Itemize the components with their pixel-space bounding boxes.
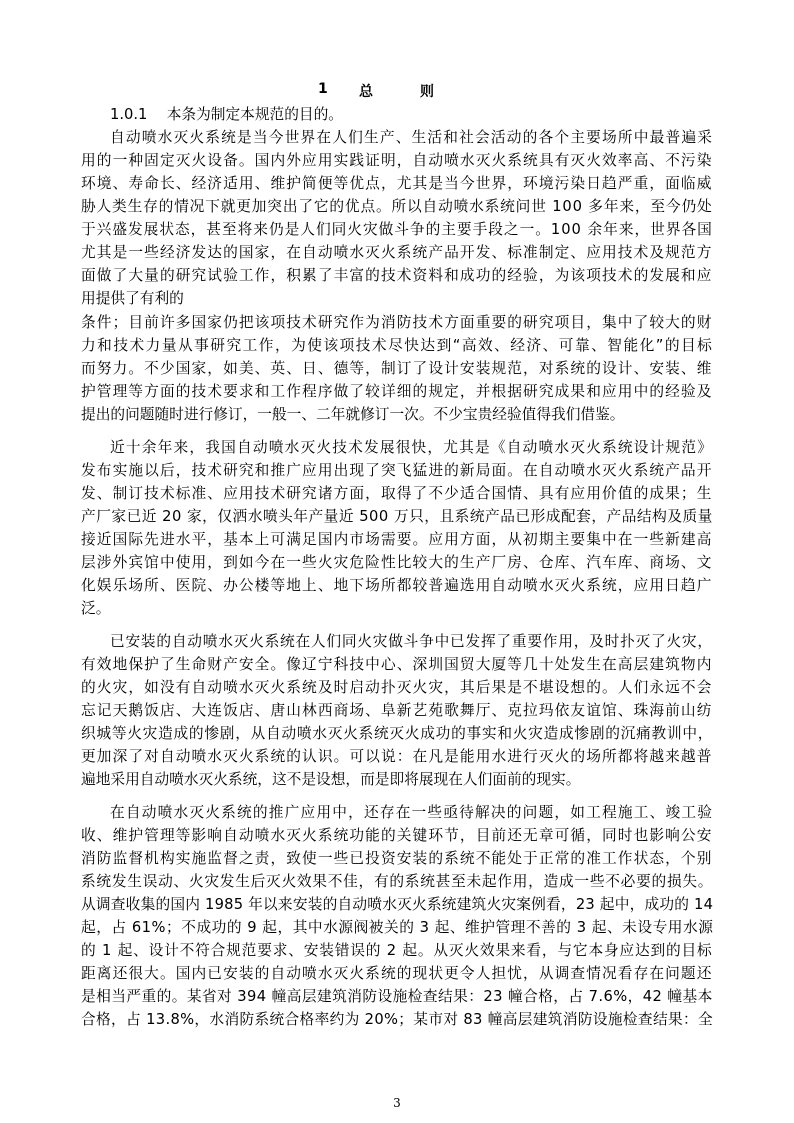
text-line: 有效地保护了生命财产安全。像辽宁科技中心、深圳国贸大厦等几十处发生在高层建筑物内 <box>81 656 713 673</box>
text-line: 接近国际先进水平，基本上可满足国内市场需要。应用方面，从初期主要集中在一些新建高 <box>81 531 713 548</box>
text-line: 收、维护管理等影响自动喷水灭火系统功能的关键环节，目前还无章可循，同时也影响公安 <box>81 827 713 844</box>
page-number: 3 <box>393 1096 401 1110</box>
text-line: 产厂家已近 20 家，仅洒水喷头年产量近 500 万只，且系统产品已形成配套，产品结构及质量 <box>81 508 713 525</box>
text-line: 消防监督机构实施监督之责，致使一些已投资安装的系统不能处于正常的准工作状态，个别 <box>81 850 713 867</box>
text-line: 更加深了对自动喷水灭火系统的认识。可以说：在凡是能用水进行灭火的场所都将越来越普 <box>81 748 713 765</box>
text-line: 从调查收集的国内 1985 年以来安装的自动喷水灭火系统建筑火灾案例看，23 起中，成功的 14 <box>81 896 714 913</box>
text-line: 用提供了有利的 <box>81 290 184 307</box>
text-line: 层涉外宾馆中使用，到如今在一些火灾危险性比较大的生产厂房、仓库、汽车库、商场、文 <box>81 554 713 571</box>
text-line: 近十余年来，我国自动喷水灭火技术发展很快，尤其是《自动喷水灭火系统设计规范》 <box>110 439 714 456</box>
text-line: 合格，占 13.8%，水消防系统合格率约为 20%；某市对 83 幢高层建筑消防设施检查结果：全 <box>81 1011 714 1028</box>
text-line: 条件；目前许多国家仍把该项技术研究作为消防技术方面重要的研究项目，集中了较大的财 <box>81 314 713 331</box>
text-line: 织城等火灾造成的惨剧，从自动喷水灭火系统灭火成功的事实和火灾造成惨剧的沉痛教训中， <box>81 725 714 742</box>
text-line: 泛。 <box>81 600 111 617</box>
text-line: 的 1 起、设计不符合规范要求、安装错误的 2 起。从灭火效果来看，与它本身应达到的目标 <box>81 942 713 959</box>
heading-char-2: 则 <box>420 84 434 100</box>
text-line: 提出的问题随时进行修订，一般一、二年就修订一次。不少宝贵经验值得我们借鉴。 <box>81 406 625 423</box>
text-line: 起，占 61%；不成功的 9 起，其中水源阀被关的 3 起、维护管理不善的 3 起、未设专用水源 <box>81 919 714 936</box>
clause-line: 1.0.1 本条为制定本规范的目的。 <box>110 106 343 123</box>
heading-number: 1 <box>318 81 328 97</box>
text-line: 尤其是一些经济发达的国家，在自动喷水灭火系统产品开发、标准制定、应用技术及规范方 <box>81 244 713 261</box>
text-line: 的火灾，如没有自动喷水灭火系统及时启动扑灭火灾，其后果是不堪设想的。人们永远不会 <box>81 679 713 696</box>
text-line: 发、制订技术标准、应用技术研究诸方面，取得了不少适合国情、具有应用价值的成果；生 <box>81 485 713 502</box>
text-line: 面做了大量的研究试验工作，积累了丰富的技术资料和成功的经验，为该项技术的发展和应 <box>81 267 713 284</box>
text-line: 发布实施以后，技术研究和推广应用出现了突飞猛进的新局面。在自动喷水灭火系统产品开 <box>81 462 713 479</box>
text-line: 系统发生误动、火灾发生后灭火效果不佳，有的系统甚至未起作用，造成一些不必要的损失。 <box>81 873 714 890</box>
text-line: 距离还很大。国内已安装的自动喷水灭火系统的现状更令人担忧，从调查情况看存在问题还 <box>81 965 713 982</box>
text-line: 忘记天鹅饭店、大连饭店、唐山林西商场、阜新艺苑歌舞厅、克拉玛依友谊馆、珠海前山纺 <box>81 702 713 719</box>
text-line: 是相当严重的。某省对 394 幢高层建筑消防设施检查结果：23 幢合格，占 7.6%，42 幢基本 <box>81 988 713 1005</box>
text-line: 而努力。不少国家，如美、英、日、德等，制订了设计安装规范，对系统的设计、安装、维 <box>81 360 713 377</box>
text-line: 胁人类生存的情况下就更加突出了它的优点。所以自动喷水系统问世 100 多年来，至今仍处 <box>81 198 713 215</box>
text-line: 力和技术力量从事研究工作，为使该项技术尽快达到“高效、经济、可靠、智能化”的目标 <box>81 337 714 354</box>
text-line: 化娱乐场所、医院、办公楼等地上、地下场所都较普遍选用自动喷水灭火系统，应用日趋广 <box>81 577 713 594</box>
text-line: 遍地采用自动喷水灭火系统，这不是设想，而是即将展现在人们面前的现实。 <box>81 771 581 788</box>
text-line: 环境、寿命长、经济适用、维护简便等优点，尤其是当今世界，环境污染日趋严重，面临威 <box>81 175 713 192</box>
text-line: 护管理等方面的技术要求和工作程序做了较详细的规定，并根据研究成果和应用中的经验及 <box>81 383 713 400</box>
text-line: 用的一种固定灭火设备。国内外应用实践证明，自动喷水灭火系统具有灭火效率高、不污染 <box>81 152 713 169</box>
text-line: 自动喷水灭火系统是当今世界在人们生产、生活和社会活动的各个主要场所中最普遍采 <box>110 129 714 146</box>
heading-char-1: 总 <box>359 84 373 100</box>
text-line: 于兴盛发展状态，甚至将来仍是人们同火灾做斗争的主要手段之一。100 余年来，世界各国 <box>81 221 713 238</box>
text-line: 在自动喷水灭火系统的推广应用中，还存在一些亟待解决的问题，如工程施工、竣工验 <box>110 804 714 821</box>
text-line: 已安装的自动喷水灭火系统在人们同火灾做斗争中已发挥了重要作用，及时扑灭了火灾， <box>110 633 713 650</box>
